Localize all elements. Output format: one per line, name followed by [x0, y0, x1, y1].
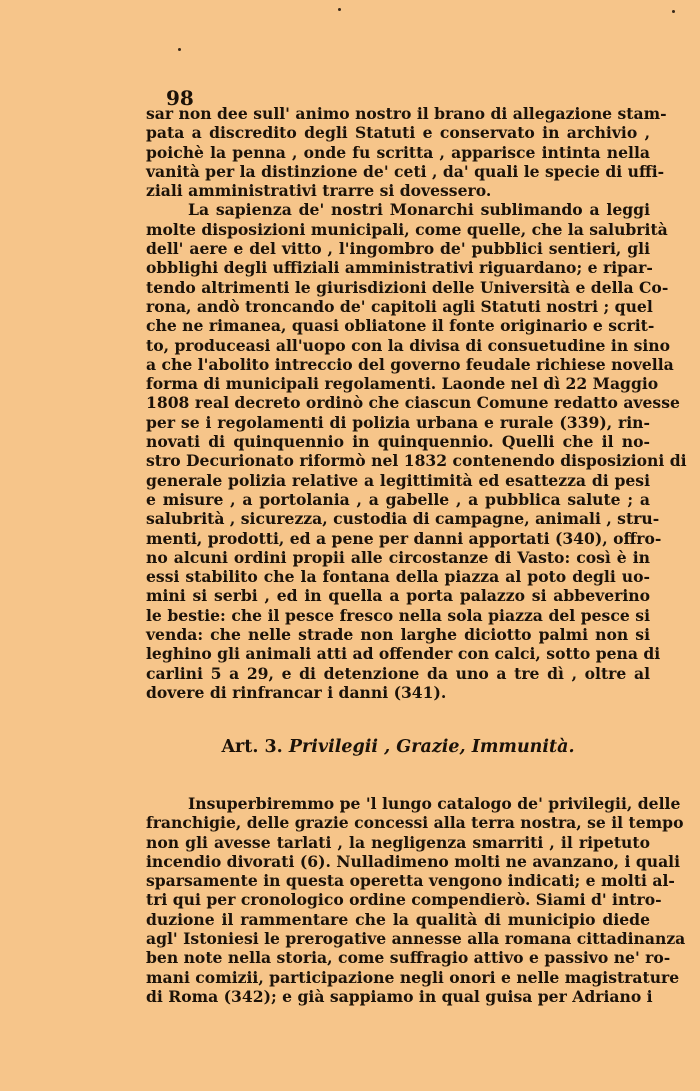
text-line: La sapienza de' nostri Monarchi sublimando a leggi [188, 200, 650, 220]
text-line: obblighi degli uffiziali amministrativi riguardano; e ripar- [146, 258, 653, 278]
text-line: agl' Istoniesi le prerogative annesse alla romana cittadinanza [146, 929, 686, 949]
text-line: venda: che nelle strade non larghe diciotto palmi non si [146, 625, 650, 645]
text-line: Insuperbiremmo pe 'l lungo catalogo de' privilegii, delle [188, 794, 681, 813]
text-line: mani comizii, participazione negli onori e nelle magistrature [146, 967, 680, 987]
text-line: salubrità , sicurezza, custodia di campagne, animali , stru- [146, 509, 660, 529]
text-line: non gli avesse tarlati , la negligenza smarriti , il ripetuto [146, 832, 650, 852]
text-line: molte disposizioni municipali, come quelle, che la salubrità [146, 219, 668, 239]
text-line: no alcuni ordini propii alle circostanze di Vasto: così è in [146, 547, 650, 567]
text-line: ben note nella storia, come suffragio attivo e passivo ne' ro- [146, 948, 671, 968]
text-line: tendo altrimenti le giurisdizioni delle Università e della Co- [146, 277, 669, 297]
text-line: di Roma (342); e già sappiamo in qual guisa per Adriano i [146, 986, 653, 1006]
text-line: generale polizia relative a legittimità ed esattezza di pesi [146, 470, 650, 490]
text-line: poichè la penna , onde fu scritta , apparisce intinta nella [146, 142, 650, 162]
text-line: stro Decurionato riformò nel 1832 contenendo disposizioni di [146, 451, 687, 471]
text-line: to, produceasi all'uopo con la divisa di consuetudine in sino [146, 335, 671, 355]
page-number: 98 [166, 86, 194, 110]
text-line: franchigie, delle grazie concessi alla terra nostra, se il tempo [146, 813, 684, 833]
paragraph-block-statuti [146, 104, 687, 702]
section-heading-title: Privilegii , Grazie, Immunità. [288, 737, 575, 757]
text-line: novati di quinquennio in quinquennio. Quelli che il no- [146, 432, 650, 452]
text-line: rona, andò troncando de' capitoli agli Statuti nostri ; quel [146, 296, 653, 316]
text-line: mini si serbi , ed in quella a porta palazzo si abbeverino [146, 586, 650, 606]
text-line: carlini 5 a 29, e di detenzione da uno a tre dì , oltre al [146, 663, 650, 683]
text-line: 1808 real decreto ordinò che ciascun Comune redatto avesse [146, 393, 680, 413]
text-line: duzione il rammentare che la qualità di municipio diede [146, 909, 650, 929]
text-line: essi stabilito che la fontana della piazza al poto degli uo- [146, 567, 650, 587]
text-line: vanità per la distinzione de' ceti , da' quali le specie di uffi- [146, 161, 665, 181]
text-line: le bestie: che il pesce fresco nella sola piazza del pesce si [146, 605, 650, 625]
text-line: ziali amministrativi trarre si dovessero. [146, 181, 492, 201]
text-line: forma di municipali regolamenti. Laonde nel dì 22 Maggio [146, 374, 659, 394]
text-line: pata a discredito degli Statuti e conservato in archivio , [146, 123, 650, 143]
text-line: dovere di rinfrancar i danni (341). [146, 682, 447, 702]
text-line: e misure , a portolania , a gabelle , a pubblica salute ; a [146, 489, 650, 509]
section-heading-prefix: Art. 3. [221, 737, 283, 757]
text-line: tri qui per cronologico ordine compendierò. Siami d' intro- [146, 890, 662, 910]
text-line: che ne rimanea, quasi obliatone il fonte originario e scrit- [146, 316, 655, 336]
text-line: sar non dee sull' animo nostro il brano di allegazione stam- [146, 104, 667, 123]
text-line: a che l'abolito intreccio del governo feudale richiese novella [146, 354, 674, 374]
text-line: leghino gli animali atti ad offender con calci, sotto pena di [146, 644, 661, 664]
section-heading [146, 737, 650, 757]
paper-speck [672, 10, 675, 13]
text-line: sparsamente in questa operetta vengono indicati; e molti al- [146, 871, 675, 891]
paper-speck [338, 8, 341, 11]
text-line: per se i regolamenti di polizia urbana e rurale (339), rin- [146, 412, 650, 432]
paper-speck [178, 48, 181, 51]
text-line: dell' aere e del vitto , l'ingombro de' pubblici sentieri, gli [146, 239, 650, 259]
text-line: menti, prodotti, ed a pene per danni apportati (340), offro- [146, 528, 662, 548]
paragraph-block-privilegii [146, 794, 686, 1006]
text-line: incendio divorati (6). Nulladimeno molti ne avanzano, i quali [146, 851, 681, 871]
